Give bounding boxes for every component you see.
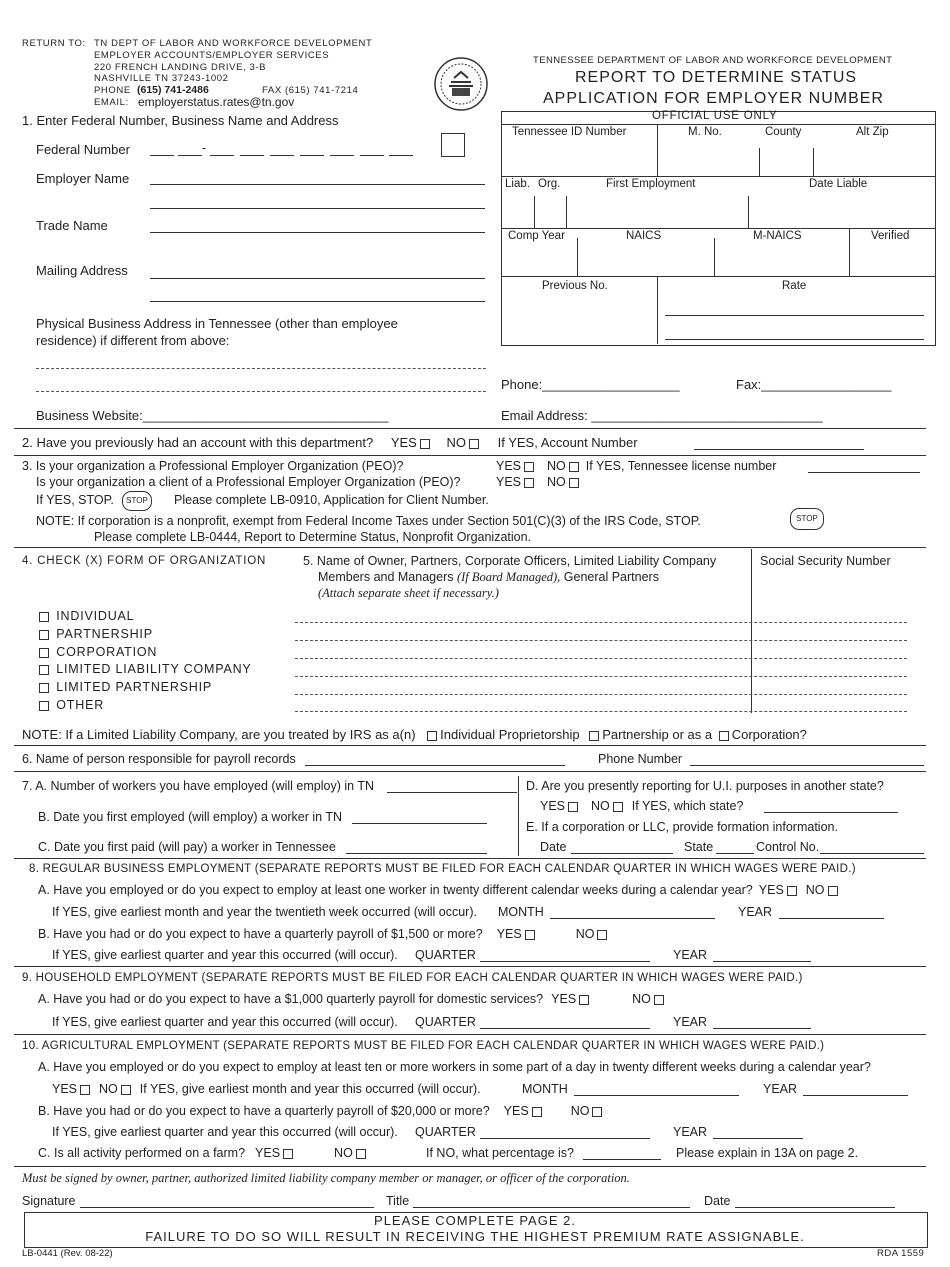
formation-info-label: E. If a corporation or LLC, provide formation information. <box>526 820 838 834</box>
date-field[interactable] <box>735 1207 895 1208</box>
s9-a-followup: If YES, give earliest quarter and year this occurred (will occur). <box>52 1015 398 1029</box>
fax-field[interactable]: Fax:__________________ <box>736 377 892 392</box>
s8-year-label: YEAR <box>738 905 773 919</box>
return-email[interactable]: employerstatus.rates@tn.gov <box>138 95 295 109</box>
alt-zip-label: Alt Zip <box>856 126 889 138</box>
other-label: OTHER <box>56 698 105 712</box>
s10-a-followup: If YES, give earliest month and year this occurred (will occur). <box>139 1082 481 1096</box>
dept-name: TENNESSEE DEPARTMENT OF LABOR AND WORKFORCE DEVELOPMENT <box>533 55 893 66</box>
mailing-address-field-2[interactable] <box>150 301 485 302</box>
limited-partnership-label: LIMITED PARTNERSHIP <box>56 680 213 694</box>
s10-year-field[interactable] <box>803 1095 908 1096</box>
signature-label: Signature <box>22 1194 76 1208</box>
s10-c-explain: Please explain in 13A on page 2. <box>676 1146 859 1160</box>
m-no-label: M. No. <box>688 126 722 138</box>
s8-year2-label: YEAR <box>673 948 708 962</box>
account-number-field[interactable] <box>694 449 864 450</box>
trade-name-label: Trade Name <box>36 218 108 233</box>
llc-label: LIMITED LIABILITY COMPANY <box>56 662 252 676</box>
m-naics-label: M-NAICS <box>753 230 802 242</box>
payroll-phone-field[interactable] <box>690 765 924 766</box>
return-to-line-3: 220 FRENCH LANDING DRIVE, 3-B <box>94 62 267 73</box>
return-to-line-2: EMPLOYER ACCOUNTS/EMPLOYER SERVICES <box>94 50 330 61</box>
llc-corporation-checkbox[interactable] <box>719 731 729 741</box>
comp-year-label: Comp Year <box>508 230 565 242</box>
phone-label: PHONE <box>94 85 131 96</box>
llc-partnership-checkbox[interactable] <box>589 731 599 741</box>
other-state-no-checkbox[interactable] <box>613 802 623 812</box>
s8-year2-field[interactable] <box>713 961 811 962</box>
tn-id-label: Tennessee ID Number <box>512 126 627 138</box>
formation-date-field[interactable] <box>571 853 673 854</box>
s10-month-field[interactable] <box>574 1095 739 1096</box>
stop-text: If YES, STOP. <box>36 493 114 507</box>
s10-year2-label: YEAR <box>673 1125 708 1139</box>
s10-c-yes-checkbox[interactable] <box>283 1149 293 1159</box>
first-employed-label: B. Date you first employed (will employ) a worker in TN <box>38 810 343 824</box>
s8-year-field[interactable] <box>779 918 884 919</box>
s10-a-yes-checkbox[interactable] <box>80 1085 90 1095</box>
s8-a-yes-checkbox[interactable] <box>787 886 797 896</box>
physical-address-field-2[interactable] <box>36 391 486 392</box>
date-label: Date <box>704 1194 731 1208</box>
individual-proprietorship-checkbox[interactable] <box>427 731 437 741</box>
federal-number-checkbox[interactable] <box>441 133 465 157</box>
s10-c-question: C. Is all activity performed on a farm? <box>38 1146 246 1160</box>
s9-quarter-field[interactable] <box>480 1028 650 1029</box>
s9-yes-checkbox[interactable] <box>579 995 589 1005</box>
section-1-heading: 1. Enter Federal Number, Business Name and Address <box>22 113 339 128</box>
partnership-label: PARTNERSHIP <box>56 627 153 641</box>
s2-no-checkbox[interactable] <box>469 439 479 449</box>
physical-address-field[interactable] <box>36 368 486 369</box>
formation-state-field[interactable] <box>716 853 754 854</box>
peo-client-no-checkbox[interactable] <box>569 478 579 488</box>
website-field[interactable]: Business Website:__________________________________ <box>36 408 389 423</box>
s9-year-label: YEAR <box>673 1015 708 1029</box>
section-10-heading: 10. AGRICULTURAL EMPLOYMENT (SEPARATE REPORTS MUST BE FILED FOR EACH CALENDAR QUARTER IN WHICH WAGES WERE PAID.) <box>22 1040 825 1052</box>
s10-c-percentage-label: If NO, what percentage is? <box>426 1146 574 1160</box>
state-seal-icon <box>432 56 490 112</box>
partnership-checkbox[interactable] <box>39 630 49 640</box>
other-checkbox[interactable] <box>39 701 49 711</box>
employer-name-label: Employer Name <box>36 171 130 186</box>
section-2-question: 2. Have you previously had an account with this department? YES NO If YES, Account Number <box>22 435 638 450</box>
physical-address-label-c: residence) if different from above: <box>36 333 230 348</box>
employer-name-field[interactable] <box>150 184 485 185</box>
payroll-phone-label: Phone Number <box>598 752 683 766</box>
other-state-yes-checkbox[interactable] <box>568 802 578 812</box>
s8-b-question: B. Have you had or do you expect to have a quarterly payroll of $1,500 or more? <box>38 927 483 941</box>
control-no-field[interactable] <box>820 853 924 854</box>
return-to-line-1: TN DEPT OF LABOR AND WORKFORCE DEVELOPMENT <box>94 38 373 49</box>
liab-label: Liab. <box>505 178 530 190</box>
previous-no-label: Previous No. <box>542 280 608 292</box>
s8-b-no-checkbox[interactable] <box>597 930 607 940</box>
workers-count-field[interactable] <box>387 792 517 793</box>
mailing-address-label: Mailing Address <box>36 263 128 278</box>
individual-label: INDIVIDUAL <box>56 609 135 623</box>
form-subtitle: APPLICATION FOR EMPLOYER NUMBER <box>543 90 884 107</box>
verified-label: Verified <box>871 230 910 242</box>
physical-address-label: Physical Business Address <box>36 316 192 331</box>
first-paid-field[interactable] <box>346 853 487 854</box>
other-state-question: D. Are you presently reporting for U.I. purposes in another state? <box>526 779 884 793</box>
limited-partnership-checkbox[interactable] <box>39 683 49 693</box>
s10-quarter-label: QUARTER <box>415 1125 476 1139</box>
s10-quarter-field[interactable] <box>480 1138 650 1139</box>
federal-number-label: Federal Number <box>36 142 130 157</box>
s10-b-followup: If YES, give earliest quarter and year this occurred (will occur). <box>52 1125 398 1139</box>
return-to-line-4: NASHVILLE TN 37243-1002 <box>94 73 229 84</box>
employer-name-field-2[interactable] <box>150 208 485 209</box>
stop-sign-icon-2: STOP <box>790 508 824 530</box>
attach-note: (Attach separate sheet if necessary.) <box>318 586 499 600</box>
peo-question: 3. Is your organization a Professional Employer Organization (PEO)? <box>22 459 404 473</box>
formation-state-label: State <box>684 840 714 854</box>
physical-address-label-b: in Tennessee (other than employee <box>191 316 398 331</box>
llc-checkbox[interactable] <box>39 665 49 675</box>
s9-year-field[interactable] <box>713 1028 811 1029</box>
peo-yes-checkbox[interactable] <box>524 462 534 472</box>
s10-year-label: YEAR <box>763 1082 798 1096</box>
peo-client-yes-checkbox[interactable] <box>524 478 534 488</box>
title-label: Title <box>386 1194 410 1208</box>
s10-c-no-checkbox[interactable] <box>356 1149 366 1159</box>
first-employed-field[interactable] <box>352 823 487 824</box>
peo-client-question: Is your organization a client of a Professional Employer Organization (PEO)? <box>36 475 461 489</box>
official-use-title: OFFICIAL USE ONLY <box>652 110 778 122</box>
payroll-person-label: 6. Name of person responsible for payroll records <box>22 752 296 766</box>
footer-line-2: FAILURE TO DO SO WILL RESULT IN RECEIVING THE HIGHEST PREMIUM RATE ASSIGNABLE. <box>145 1229 805 1244</box>
section-8-heading: 8. REGULAR BUSINESS EMPLOYMENT (SEPARATE REPORTS MUST BE FILED FOR EACH CALENDAR QUARTER IN WHICH WAGES WERE PAID.) <box>29 863 856 875</box>
s10-b-yes-checkbox[interactable] <box>532 1107 542 1117</box>
rate-label: Rate <box>782 280 807 292</box>
license-number-field[interactable] <box>808 472 920 473</box>
s8-a-question: A. Have you employed or do you expect to employ at least one worker in twenty different calendar weeks during a calendar year? <box>38 883 753 897</box>
individual-checkbox[interactable] <box>39 612 49 622</box>
s8-b-yes-checkbox[interactable] <box>525 930 535 940</box>
rda-number: RDA 1559 <box>877 1248 925 1259</box>
nonprofit-instruction: Please complete LB-0444, Report to Determine Status, Nonprofit Organization. <box>94 530 532 544</box>
first-employment-label: First Employment <box>606 178 696 190</box>
s10-percentage-field[interactable] <box>583 1159 661 1160</box>
s8-a-followup: If YES, give earliest month and year the twentieth week occurred (will occur). <box>52 905 477 919</box>
workers-count-label: 7. A. Number of workers you have employed (will employ) in TN <box>22 779 374 793</box>
section-9-heading: 9. HOUSEHOLD EMPLOYMENT (SEPARATE REPORTS MUST BE FILED FOR EACH CALENDAR QUARTER IN WHICH WAGES WERE PAID.) <box>22 972 803 984</box>
client-number-instruction: Please complete LB-0910, Application for Client Number. <box>174 493 489 507</box>
s10-year2-field[interactable] <box>713 1138 803 1139</box>
s10-b-no-checkbox[interactable] <box>592 1107 602 1117</box>
county-label: County <box>765 126 802 138</box>
return-phone: (615) 741-2486 <box>137 84 209 96</box>
trade-name-field[interactable] <box>150 232 485 233</box>
s8-a-no-checkbox[interactable] <box>828 886 838 896</box>
form-number: LB-0441 (Rev. 08-22) <box>22 1248 113 1259</box>
s8-quarter-label: QUARTER <box>415 948 476 962</box>
s9-a-question: A. Have you had or do you expect to have a $1,000 quarterly payroll for domestic services? <box>38 992 544 1006</box>
s10-month-label: MONTH <box>522 1082 568 1096</box>
nonprofit-note: NOTE: If corporation is a nonprofit, exempt from Federal Income Taxes under Section 501(C)(3) of the IRS Code, STOP. <box>36 514 701 528</box>
first-paid-label: C. Date you first paid (will pay) a worker in Tennessee <box>38 840 336 854</box>
s8-month-label: MONTH <box>498 905 544 919</box>
peo-no-checkbox[interactable] <box>569 462 579 472</box>
footer-line-1: PLEASE COMPLETE PAGE 2. <box>374 1213 576 1228</box>
ssn-label: Social Security Number <box>760 554 891 568</box>
return-to-label: RETURN TO: <box>22 38 86 49</box>
payroll-person-field[interactable] <box>305 765 565 766</box>
llc-note: NOTE: If a Limited Liability Company, are you treated by IRS as a(n) Individual Proprietorship Partnership or as a Corporation? <box>22 727 807 742</box>
naics-label: NAICS <box>626 230 662 242</box>
federal-dash: - <box>202 141 207 155</box>
section-5-heading: 5. Name of Owner, Partners, Corporate Officers, Limited Liability Company <box>303 554 717 568</box>
s10-b-question: B. Have you had or do you expect to have a quarterly payroll of $20,000 or more? <box>38 1104 490 1118</box>
corporation-checkbox[interactable] <box>39 648 49 658</box>
return-fax: FAX (615) 741-7214 <box>262 85 359 96</box>
signature-field[interactable] <box>80 1207 374 1208</box>
date-liable-label: Date Liable <box>809 178 868 190</box>
s8-month-field[interactable] <box>550 918 715 919</box>
s8-b-followup: If YES, give earliest quarter and year this occurred (will occur). <box>52 948 398 962</box>
formation-date-label: Date <box>540 840 567 854</box>
email-label: EMAIL: <box>94 97 129 108</box>
corporation-label: CORPORATION <box>56 645 158 659</box>
s9-no-checkbox[interactable] <box>654 995 664 1005</box>
s10-a-question: A. Have you employed or do you expect to employ at least ten or more workers in some part of a day in twenty different weeks during a calendar year? <box>38 1060 871 1074</box>
control-no-label: Control No. <box>756 840 820 854</box>
mailing-address-field[interactable] <box>150 278 485 279</box>
s9-quarter-label: QUARTER <box>415 1015 476 1029</box>
signature-note: Must be signed by owner, partner, authorized limited liability company member or manager, or officer of the corporation. <box>22 1171 630 1185</box>
email-address-field[interactable]: Email Address: ________________________________ <box>501 408 823 423</box>
s2-yes-checkbox[interactable] <box>420 439 430 449</box>
stop-sign-icon: STOP <box>122 491 152 511</box>
org-label: Org. <box>538 178 561 190</box>
s8-quarter-field[interactable] <box>480 961 650 962</box>
s10-a-no-checkbox[interactable] <box>121 1085 131 1095</box>
section-4-heading: 4. CHECK (X) FORM OF ORGANIZATION <box>22 555 267 567</box>
phone-field[interactable]: Phone:___________________ <box>501 377 680 392</box>
title-field[interactable] <box>413 1207 690 1208</box>
form-title: REPORT TO DETERMINE STATUS <box>575 69 858 86</box>
which-state-field[interactable] <box>764 812 898 813</box>
